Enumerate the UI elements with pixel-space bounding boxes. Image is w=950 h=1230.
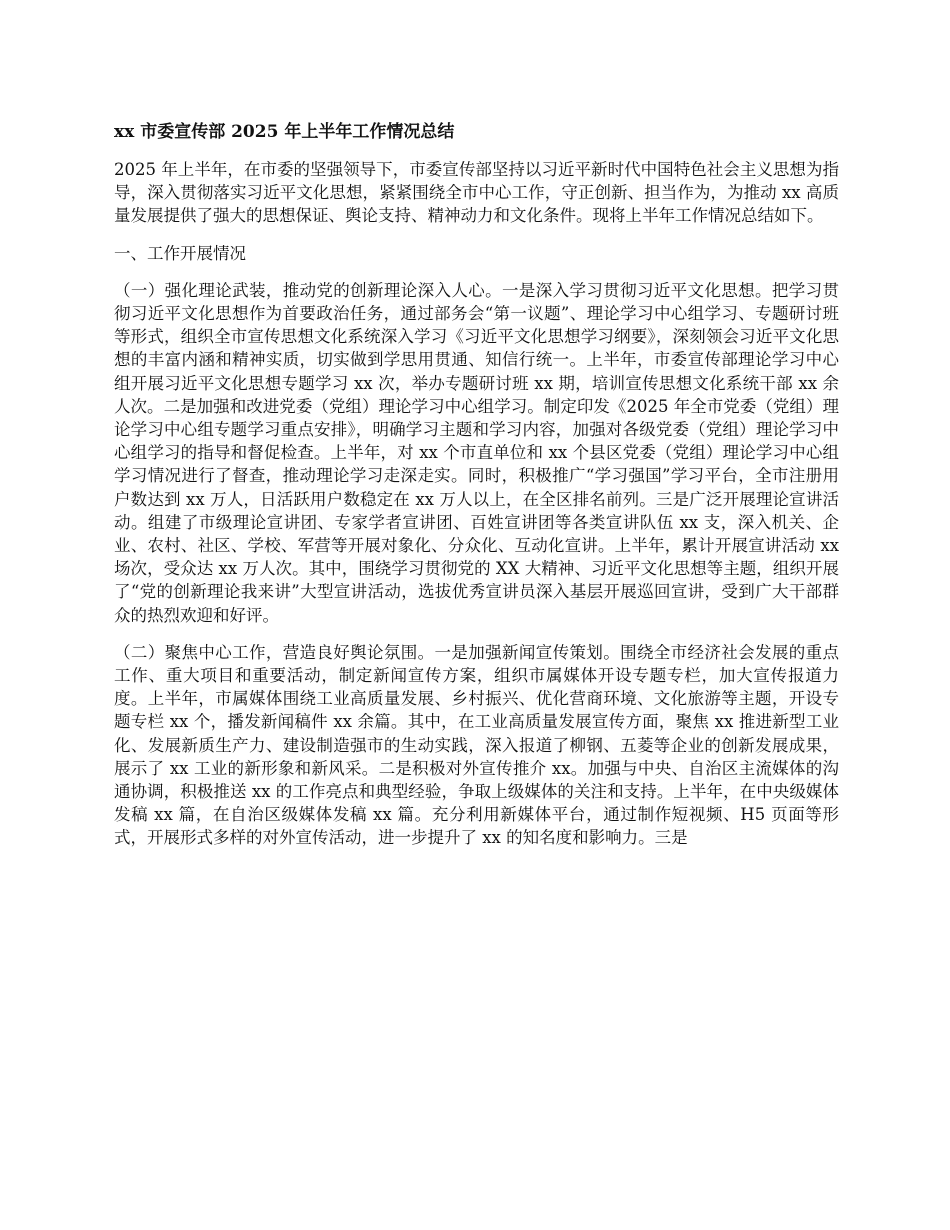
section-heading: 一、工作开展情况: [114, 243, 246, 263]
body-paragraph-2: （二）聚焦中心工作，营造良好舆论氛围。一是加强新闻宣传策划。围绕全市经济社会发展的重点工作、重大项目和重要活动，制定新闻宣传方案，组织市属媒体开设专题专栏，加大宣传报道力度。上半年，市属媒体围绕工业高质量发展、乡村振兴、优化营商环境、文化旅游等主题，开设专题专栏 xx 个，播发新闻稿件 xx 余篇。其中，在工业高质量发展宣传方面，聚焦 xx 推进新型工业化、发展新质生产力、建设制造强市的生动实践，深入报道了柳钢、五菱等企业的创新发展成果，展示了 xx 工业的新形象和新风采。二是积极对外宣传推介 xx。加强与中央、自治区主流媒体的沟通协调，积极推送 xx 的工作亮点和典型经验，争取上级媒体的关注和支持。上半年，在中央级媒体发稿 xx 篇，在自治区级媒体发稿 xx 篇。充分利用新媒体平台，通过制作短视频、H5 页面等形式，开展形式多样的对外宣传活动，进一步提升了 xx 的知名度和影响力。三是: [114, 642, 839, 848]
document-page: [114, 120, 839, 864]
document-title: xx 市委宣传部 2025 年上半年工作情况总结: [114, 122, 455, 142]
intro-paragraph: 2025 年上半年，在市委的坚强领导下，市委宣传部坚持以习近平新时代中国特色社会主义思想为指导，深入贯彻落实习近平文化思想，紧紧围绕全市中心工作，守正创新、担当作为，为推动 xx 高质量发展提供了强大的思想保证、舆论支持、精神动力和文化条件。现将上半年工作情况总结如下。: [114, 160, 839, 226]
body-paragraph-1: （一）强化理论武装，推动党的创新理论深入人心。一是深入学习贯彻习近平文化思想。把学习贯彻习近平文化思想作为首要政治任务，通过部务会“第一议题”、理论学习中心组学习、专题研讨班等形式，组织全市宣传思想文化系统深入学习《习近平文化思想学习纲要》，深刻领会习近平文化思想的丰富内涵和精神实质，切实做到学思用贯通、知信行统一。上半年，市委宣传部理论学习中心组开展习近平文化思想专题学习 xx 次，举办专题研讨班 xx 期，培训宣传思想文化系统干部 xx 余人次。二是加强和改进党委（党组）理论学习中心组学习。制定印发《2025 年全市党委（党组）理论学习中心组专题学习重点安排》，明确学习主题和学习内容，加强对各级党委（党组）理论学习中心组学习的指导和督促检查。上半年，对 xx 个市直单位和 xx 个县区党委（党组）理论学习中心组学习情况进行了督查，推动理论学习走深走实。同时，积极推广“学习强国”学习平台，全市注册用户数达到 xx 万人，日活跃用户数稳定在 xx 万人以上，在全区排名前列。三是广泛开展理论宣讲活动。组建了市级理论宣讲团、专家学者宣讲团、百姓宣讲团等各类宣讲队伍 xx 支，深入机关、企业、农村、社区、学校、军营等开展对象化、分众化、互动化宣讲。上半年，累计开展宣讲活动 xx 场次，受众达 xx 万人次。其中，围绕学习贯彻党的 XX 大精神、习近平文化思想等主题，组织开展了“党的创新理论我来讲”大型宣讲活动，选拔优秀宣讲员深入基层开展巡回宣讲，受到广大干部群众的热烈欢迎和好评。: [114, 280, 839, 625]
